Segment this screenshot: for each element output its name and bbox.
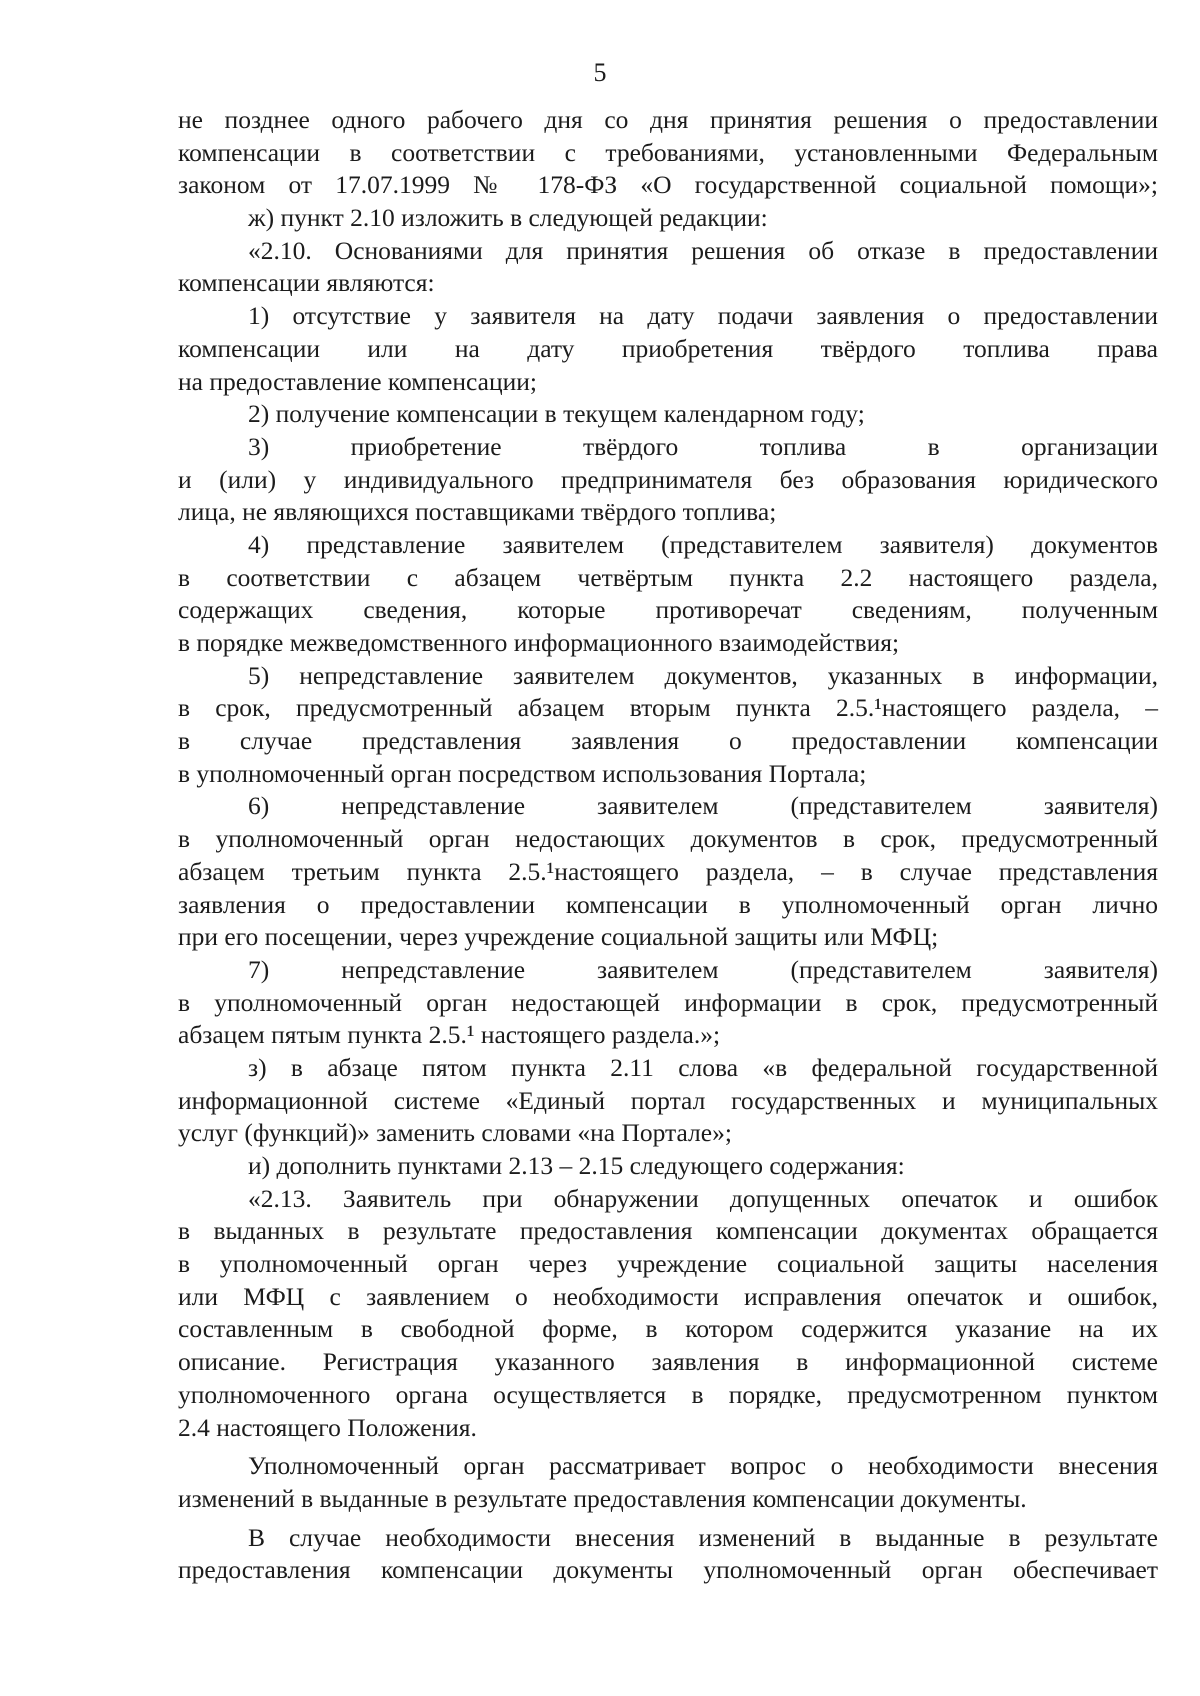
text-line: 6) непредставление заявителем (представителем заявителя): [248, 791, 1158, 821]
text-line: абзацем пятым пункта 2.5.¹ настоящего раздела.»;: [178, 1020, 721, 1050]
text-line: в выданных в результате предоставления компенсации документах обращается: [178, 1216, 1158, 1246]
text-line: изменений в выданные в результате предоставления компенсации документы.: [178, 1483, 1027, 1513]
text-line: не позднее одного рабочего дня со дня принятия решения о предоставлении: [178, 105, 1158, 134]
text-line: 1) отсутствие у заявителя на дату подачи заявления о предоставлении: [248, 301, 1158, 331]
text-line: 5) непредставление заявителем документов, указанных в информации,: [248, 660, 1158, 690]
text-line: в уполномоченный орган посредством использования Портала;: [178, 758, 867, 788]
text-line: 2.4 настоящего Положения.: [178, 1412, 477, 1442]
text-line: информационной системе «Единый портал государственных и муниципальных: [178, 1085, 1158, 1115]
page-number: 5: [593, 58, 607, 87]
text-line: в уполномоченный орган недостающей информации в срок, предусмотренный: [178, 987, 1158, 1017]
text-line: в срок, предусмотренный абзацем вторым пункта 2.5.¹настоящего раздела, –: [178, 693, 1158, 723]
text-line: «2.10. Основаниями для принятия решения об отказе в предоставлении: [248, 235, 1158, 265]
text-line: уполномоченного органа осуществляется в порядке, предусмотренном пунктом: [178, 1379, 1158, 1409]
text-line: ж) пункт 2.10 изложить в следующей редакции:: [248, 203, 768, 233]
text-line: 3) приобретение твёрдого топлива в организации: [248, 431, 1158, 461]
text-line: компенсации являются:: [178, 268, 435, 298]
text-line: составленным в свободной форме, в котором содержится указание на их: [178, 1314, 1158, 1344]
text-line: Уполномоченный орган рассматривает вопрос о необходимости внесения: [248, 1451, 1158, 1481]
text-line: законом от 17.07.1999 № 178-ФЗ «О государственной социальной помощи»;: [178, 170, 1158, 200]
text-line: заявления о предоставлении компенсации в уполномоченный орган лично: [178, 889, 1158, 919]
text-line: при его посещении, через учреждение социальной защиты или МФЦ;: [178, 922, 939, 952]
text-line: и (или) у индивидуального предпринимателя без образования юридического: [178, 464, 1158, 494]
text-line: в уполномоченный орган недостающих документов в срок, предусмотренный: [178, 824, 1158, 854]
text-line: 2) получение компенсации в текущем календарном году;: [248, 399, 865, 429]
text-line: в случае представления заявления о предоставлении компенсации: [178, 726, 1158, 756]
text-line: в уполномоченный орган через учреждение социальной защиты населения: [178, 1249, 1158, 1279]
text-line: и) дополнить пунктами 2.13 – 2.15 следующего содержания:: [248, 1151, 905, 1180]
text-line: на предоставление компенсации;: [178, 366, 537, 396]
text-line: абзацем третьим пункта 2.5.¹настоящего раздела, – в случае представления: [178, 856, 1158, 886]
document-body: [178, 104, 1158, 1587]
text-line: В случае необходимости внесения изменений в выданные в результате: [248, 1522, 1158, 1552]
text-line: компенсации в соответствии с требованиями, установленными Федеральным: [178, 137, 1158, 167]
text-line: з) в абзаце пятом пункта 2.11 слова «в федеральной государственной: [248, 1052, 1158, 1082]
text-line: лица, не являющихся поставщиками твёрдого топлива;: [178, 497, 777, 527]
text-line: в соответствии с абзацем четвёртым пункта 2.2 настоящего раздела,: [178, 562, 1158, 592]
text-line: «2.13. Заявитель при обнаружении допущенных опечаток и ошибок: [248, 1183, 1158, 1213]
text-line: компенсации или на дату приобретения твёрдого топлива права: [178, 333, 1158, 363]
text-line: услуг (функций)» заменить словами «на Портале»;: [178, 1118, 732, 1148]
text-line: в порядке межведомственного информационного взаимодействия;: [178, 628, 900, 657]
text-line: 4) представление заявителем (представителем заявителя) документов: [248, 529, 1158, 559]
text-line: или МФЦ с заявлением о необходимости исправления опечаток и ошибок,: [178, 1281, 1158, 1311]
text-line: описание. Регистрация указанного заявления в информационной системе: [178, 1347, 1158, 1377]
text-line: предоставления компенсации документы уполномоченный орган обеспечивает: [178, 1555, 1158, 1585]
text-line: 7) непредставление заявителем (представителем заявителя): [248, 954, 1158, 984]
text-line: содержащих сведения, которые противоречат сведениям, полученным: [178, 595, 1158, 625]
